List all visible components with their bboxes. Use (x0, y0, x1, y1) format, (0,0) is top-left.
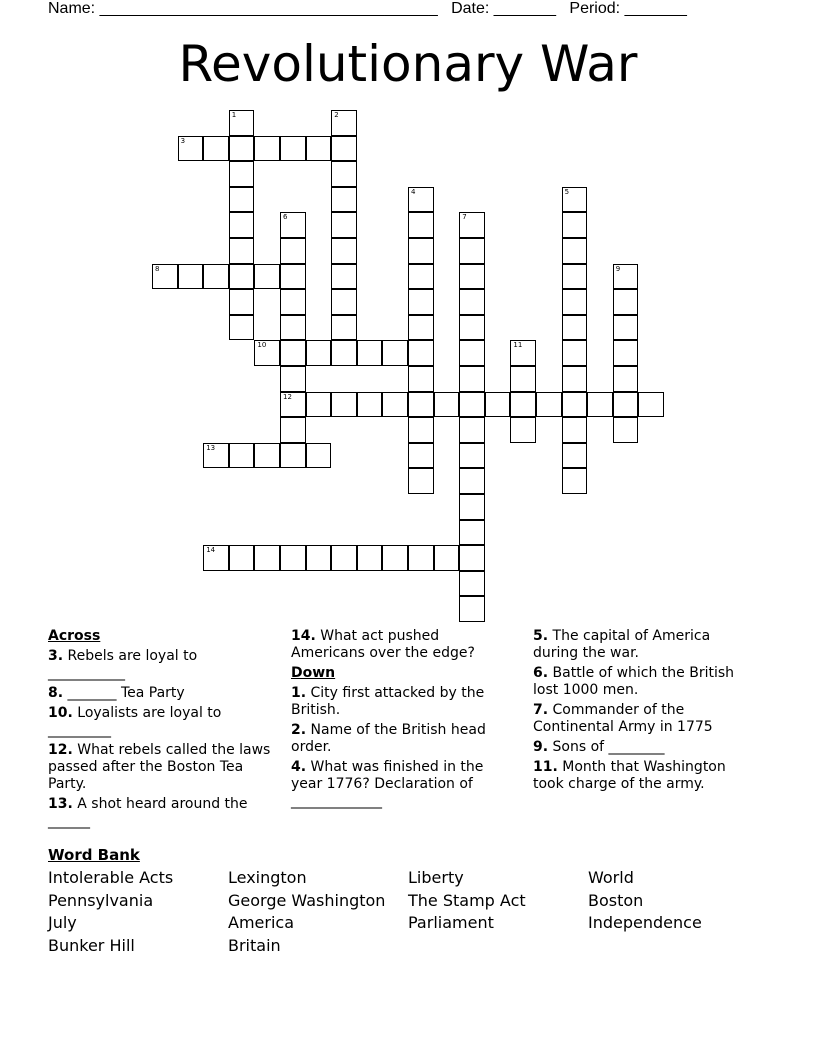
crossword-cell[interactable] (613, 417, 639, 443)
crossword-cell[interactable] (613, 289, 639, 315)
crossword-cell[interactable] (203, 264, 229, 290)
crossword-cell[interactable] (331, 264, 357, 290)
crossword-cell[interactable] (459, 596, 485, 622)
word-bank-item: World (588, 868, 634, 887)
crossword-cell[interactable] (306, 545, 332, 571)
crossword-cell[interactable] (562, 366, 588, 392)
crossword-cell[interactable] (306, 340, 332, 366)
crossword-cell[interactable] (306, 136, 332, 162)
crossword-cell[interactable] (229, 289, 255, 315)
crossword-cell[interactable] (229, 187, 255, 213)
crossword-cell[interactable] (536, 392, 562, 418)
word-bank-item: Independence (588, 913, 702, 933)
crossword-cell[interactable] (254, 340, 280, 366)
clue-number: 7. (533, 702, 549, 718)
crossword-cell[interactable] (459, 571, 485, 597)
crossword-cell[interactable] (280, 443, 306, 469)
crossword-cell[interactable] (587, 392, 613, 418)
crossword-cell[interactable] (459, 443, 485, 469)
word-bank-item: America (228, 913, 294, 933)
across-clue-12 (48, 742, 274, 793)
clue-number-label: 2 (334, 111, 339, 119)
crossword-cell[interactable] (280, 289, 306, 315)
crossword-cell[interactable] (357, 545, 383, 571)
crossword-cell[interactable] (562, 443, 588, 469)
clue-text: Sons of ________ (552, 739, 665, 755)
crossword-cell[interactable] (562, 417, 588, 443)
crossword-cell[interactable] (203, 545, 229, 571)
page-title: Revolutionary War (178, 35, 638, 93)
crossword-cell[interactable] (613, 315, 639, 341)
clue-number-label: 6 (283, 213, 288, 222)
down-clue-7 (533, 702, 759, 736)
crossword-cell[interactable] (229, 161, 255, 187)
clue-number: 11. (533, 759, 558, 775)
word-bank-item: George Washington (228, 890, 386, 910)
crossword-cell[interactable] (357, 340, 383, 366)
crossword-cell[interactable] (459, 468, 485, 494)
crossword-cell[interactable] (459, 289, 485, 315)
clue-text: Loyalists are loyal to _________ (48, 705, 222, 738)
crossword-cell[interactable] (562, 392, 588, 418)
across-clue-13 (48, 796, 274, 830)
clue-number: 9. (533, 739, 549, 755)
crossword-cell[interactable] (331, 161, 357, 187)
word-bank-item: July (48, 913, 77, 933)
crossword-cell[interactable] (510, 417, 536, 443)
crossword-cell[interactable] (280, 366, 306, 392)
down-clue-5 (533, 628, 759, 662)
word-bank-item: Bunker Hill (48, 936, 135, 956)
clue-column-2 (291, 628, 517, 813)
down-heading: Down (291, 665, 336, 681)
clue-number-label: 3 (180, 136, 186, 145)
crossword-cell[interactable] (408, 417, 434, 443)
crossword-cell[interactable] (229, 212, 255, 238)
clue-text: Month that Washington took charge of the army. (533, 759, 726, 792)
clue-number-label: 12 (283, 392, 292, 401)
word-bank-item: Parliament (408, 913, 494, 933)
clue-number: 13. (48, 796, 73, 812)
word-bank-item: The Stamp Act (408, 890, 526, 910)
crossword-cell[interactable] (613, 392, 639, 418)
crossword-cell[interactable] (613, 340, 639, 366)
crossword-cell[interactable] (459, 212, 485, 238)
crossword-cell[interactable] (459, 238, 485, 264)
clue-number-label: 13 (206, 443, 216, 452)
crossword-cell[interactable] (408, 392, 434, 418)
crossword-cell[interactable] (280, 417, 306, 443)
crossword-cell[interactable] (562, 238, 588, 264)
crossword-cell[interactable] (254, 264, 280, 290)
clue-text: Commander of the Continental Army in 1775 (533, 702, 713, 735)
crossword-cell[interactable] (229, 545, 255, 571)
crossword-cell[interactable] (280, 238, 306, 264)
down-clue-4 (291, 759, 517, 810)
crossword-cell[interactable] (357, 392, 383, 418)
crossword-cell[interactable] (408, 238, 434, 264)
word-bank-item: Lexington (228, 868, 307, 887)
clue-text: City first attacked by the British. (291, 685, 485, 718)
crossword-cell[interactable] (331, 110, 357, 136)
crossword-cell[interactable] (408, 264, 434, 290)
across-heading: Across (48, 628, 101, 644)
crossword-cell[interactable] (229, 264, 255, 290)
clue-number-label: 8 (155, 264, 160, 273)
date-label: Date: (451, 0, 490, 17)
crossword-cell[interactable] (331, 315, 357, 341)
crossword-cell[interactable] (254, 136, 280, 162)
word-bank (48, 867, 768, 958)
crossword-cell[interactable] (562, 315, 588, 341)
clue-number-label: 10 (257, 341, 267, 350)
crossword-cell[interactable] (331, 289, 357, 315)
word-bank-item: Intolerable Acts (48, 868, 174, 887)
crossword-cell[interactable] (331, 545, 357, 571)
word-bank-heading: Word Bank (48, 846, 140, 864)
clue-text: What rebels called the laws passed after the Boston Tea Party. (48, 742, 271, 792)
clue-number: 12. (48, 742, 73, 758)
clue-number: 10. (48, 705, 73, 721)
crossword-cell[interactable] (152, 264, 178, 290)
clue-number-label: 4 (411, 187, 416, 196)
clue-number: 1. (291, 685, 307, 701)
crossword-cell[interactable] (434, 392, 460, 418)
clue-text: What act pushed Americans over the edge? (291, 628, 475, 661)
clue-number-label: 5 (564, 187, 570, 196)
crossword-cell[interactable] (408, 366, 434, 392)
crossword-cell[interactable] (331, 212, 357, 238)
crossword-cell[interactable] (229, 238, 255, 264)
crossword-cell[interactable] (459, 366, 485, 392)
crossword-cell[interactable] (459, 520, 485, 546)
crossword-cell[interactable] (382, 340, 408, 366)
crossword-cell[interactable] (408, 340, 434, 366)
clue-number-label: 14 (206, 546, 216, 555)
crossword-cell[interactable] (254, 545, 280, 571)
clue-column-3 (533, 628, 759, 796)
crossword-cell[interactable] (203, 136, 229, 162)
clue-number: 4. (291, 759, 307, 775)
clue-number: 8. (48, 685, 64, 701)
crossword-cell[interactable] (203, 443, 229, 469)
crossword-cell[interactable] (510, 366, 536, 392)
crossword-cell[interactable] (485, 392, 511, 418)
crossword-cell[interactable] (280, 545, 306, 571)
word-bank-item: Boston (588, 890, 644, 910)
crossword-cell[interactable] (562, 468, 588, 494)
down-clue-6 (533, 665, 759, 699)
across-clue-14 (291, 628, 517, 662)
clue-number-label: 9 (615, 264, 621, 273)
crossword-cell[interactable] (408, 443, 434, 469)
crossword-cell[interactable] (562, 187, 588, 213)
word-bank-item: Liberty (408, 868, 464, 887)
crossword-cell[interactable] (280, 136, 306, 162)
crossword-cell[interactable] (408, 212, 434, 238)
crossword-cell[interactable] (459, 494, 485, 520)
crossword-cell[interactable] (459, 264, 485, 290)
down-clue-11 (533, 759, 759, 793)
crossword-cell[interactable] (562, 264, 588, 290)
clue-text: Rebels are loyal to ___________ (48, 648, 198, 681)
crossword-cell[interactable] (510, 340, 536, 366)
crossword-cell[interactable] (331, 238, 357, 264)
crossword-cell[interactable] (229, 136, 255, 162)
crossword-cell[interactable] (510, 392, 536, 418)
crossword-cell[interactable] (562, 212, 588, 238)
crossword-cell[interactable] (229, 443, 255, 469)
across-clue-8 (48, 685, 274, 702)
crossword-cell[interactable] (408, 545, 434, 571)
clue-text: What was finished in the year 1776? Declaration of _____________ (291, 759, 484, 809)
word-bank-item: Pennsylvania (48, 890, 154, 910)
clue-text: Name of the British head order. (291, 722, 486, 755)
crossword-cell[interactable] (280, 340, 306, 366)
name-blank: ______________________________________ (99, 0, 438, 17)
crossword-cell[interactable] (331, 392, 357, 418)
clue-number: 5. (533, 628, 549, 644)
crossword-cell[interactable] (306, 443, 332, 469)
down-clue-2 (291, 722, 517, 756)
crossword-cell[interactable] (254, 443, 280, 469)
clue-text: _______ Tea Party (67, 685, 185, 701)
crossword-cell[interactable] (613, 264, 639, 290)
crossword-cell[interactable] (229, 110, 255, 136)
period-label: Period: (569, 0, 621, 17)
clue-column-1 (48, 628, 274, 833)
crossword-cell[interactable] (459, 315, 485, 341)
down-clue-1 (291, 685, 517, 719)
crossword-cell[interactable] (280, 212, 306, 238)
clue-number-label: 1 (231, 111, 237, 119)
down-clue-9 (533, 739, 759, 756)
word-bank-item: Britain (228, 936, 281, 956)
crossword-cell[interactable] (408, 315, 434, 341)
crossword-cell[interactable] (562, 289, 588, 315)
crossword-cell[interactable] (178, 136, 204, 162)
crossword-cell[interactable] (280, 392, 306, 418)
crossword-cell[interactable] (331, 136, 357, 162)
crossword-cell[interactable] (613, 366, 639, 392)
crossword-cell[interactable] (459, 417, 485, 443)
across-clue-3 (48, 648, 274, 682)
crossword-cell[interactable] (408, 468, 434, 494)
clue-number-label: 7 (462, 213, 467, 222)
crossword-cell[interactable] (638, 392, 664, 418)
clue-number: 6. (533, 665, 549, 681)
crossword-cell[interactable] (280, 264, 306, 290)
crossword-cell[interactable] (562, 340, 588, 366)
crossword-cell[interactable] (331, 340, 357, 366)
clue-number-label: 11 (513, 341, 523, 350)
date-blank: _______ (493, 0, 557, 17)
clue-text: The capital of America during the war. (533, 628, 711, 661)
clue-number: 2. (291, 722, 307, 738)
crossword-cell[interactable] (459, 392, 485, 418)
crossword-cell[interactable] (382, 392, 408, 418)
crossword-cell[interactable] (178, 264, 204, 290)
across-clue-10 (48, 705, 274, 739)
crossword-cell[interactable] (434, 545, 460, 571)
crossword-cell[interactable] (459, 545, 485, 571)
crossword-cell[interactable] (459, 340, 485, 366)
clue-number: 3. (48, 648, 64, 664)
crossword-cell[interactable] (408, 289, 434, 315)
clue-number: 14. (291, 628, 316, 644)
crossword-cell[interactable] (382, 545, 408, 571)
crossword-cell[interactable] (408, 187, 434, 213)
clue-text: Battle of which the British lost 1000 men. (533, 665, 735, 698)
period-blank: _______ (624, 0, 687, 17)
crossword-cell[interactable] (331, 187, 357, 213)
crossword-cell[interactable] (306, 392, 332, 418)
crossword-cell[interactable] (280, 315, 306, 341)
crossword-cell[interactable] (229, 315, 255, 341)
name-label: Name: (48, 0, 96, 17)
clue-text: A shot heard around the ______ (48, 796, 248, 829)
